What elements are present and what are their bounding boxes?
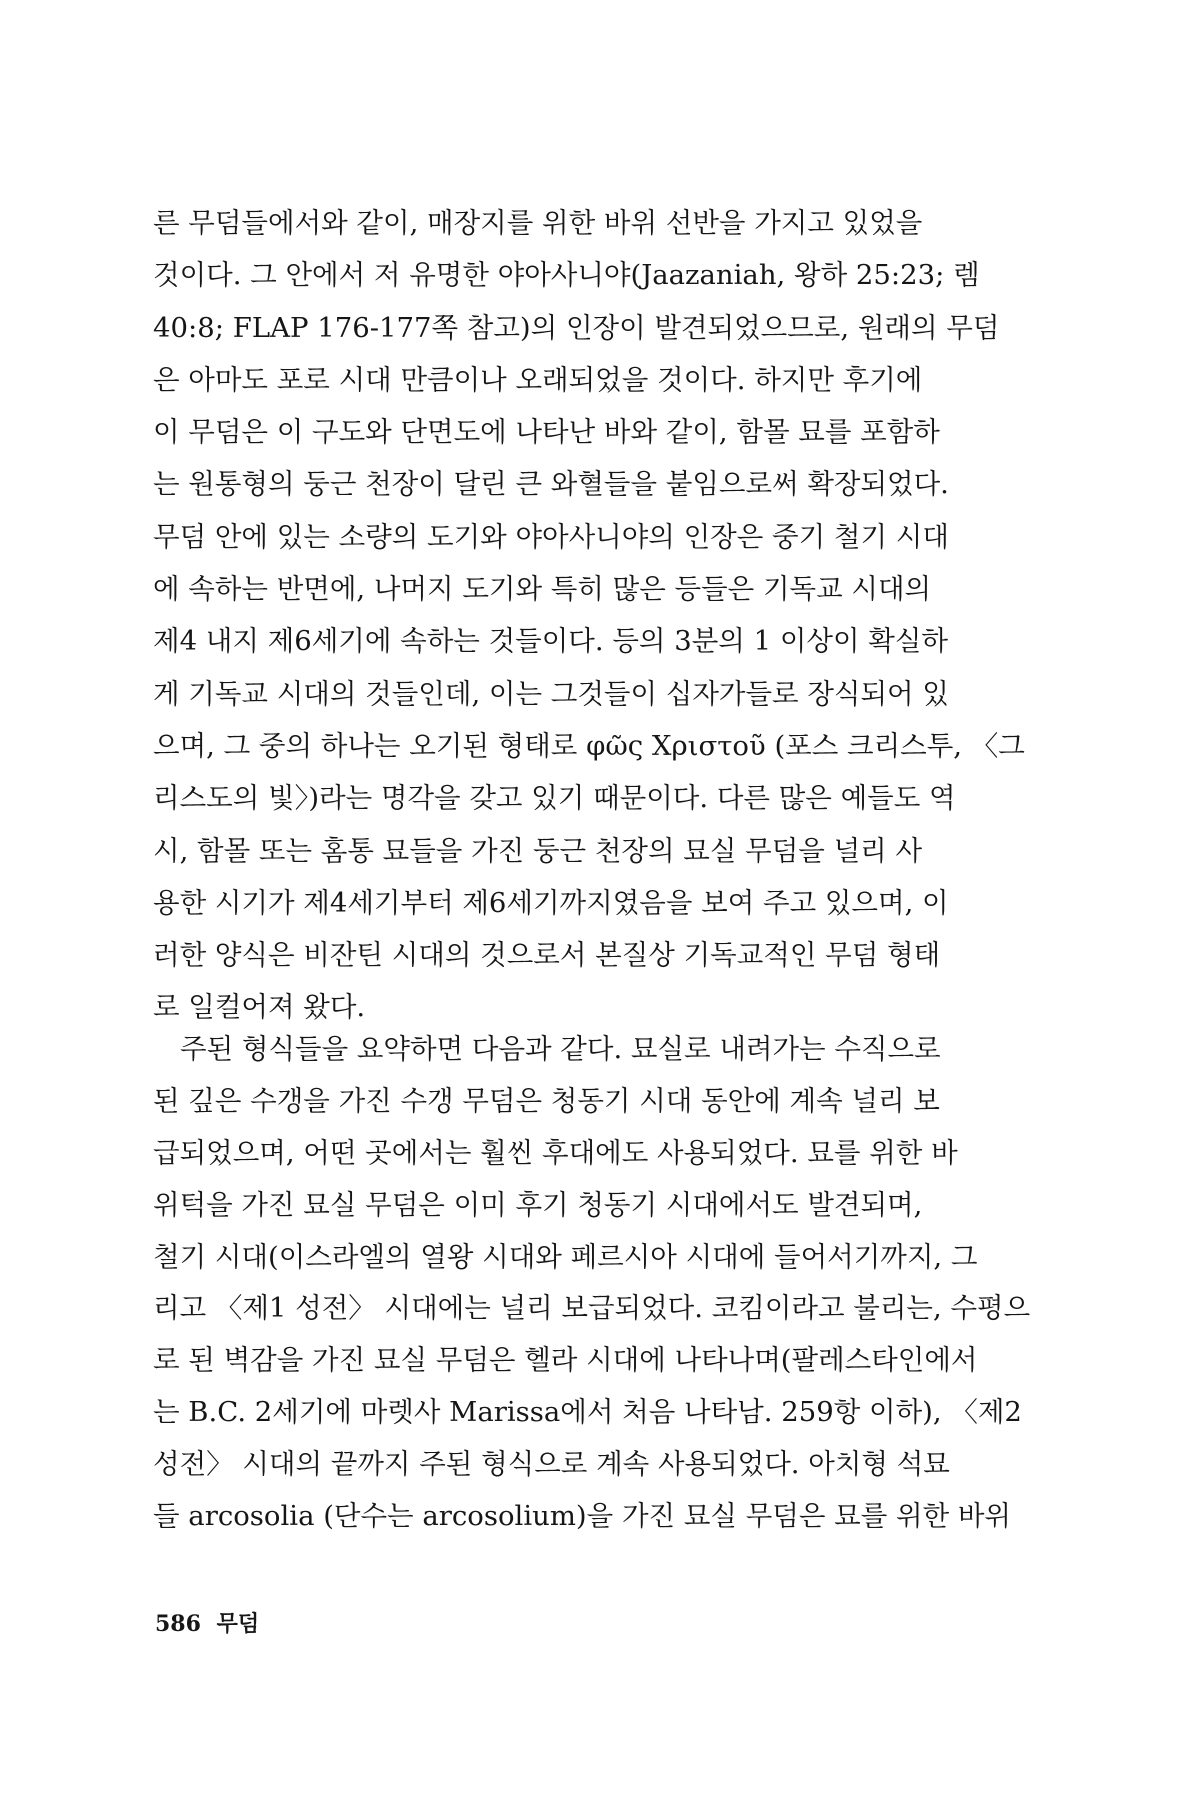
text-line: 른 무덤들에서와 같이, 매장지를 위한 바위 선반을 가지고 있었을 (153, 207, 923, 239)
running-title: 무덤 (216, 1611, 260, 1637)
paragraph-2 (153, 1024, 1037, 1543)
paragraph-1 (153, 197, 1037, 1034)
page-footer (155, 1603, 259, 1643)
text-line: 성전〉 시대의 끝까지 주된 형식으로 계속 사용되었다. 아치형 석묘 (153, 1448, 950, 1481)
text-line: 무덤 안에 있는 소량의 도기와 야아사니야의 인장은 중기 철기 시대 (153, 520, 949, 553)
text-line: 은 아마도 포로 시대 만큼이나 오래되었을 것이다. 하지만 후기에 (153, 363, 923, 396)
text-line: 40:8; FLAP 176-177쪽 참고)의 인장이 발견되었으므로, 원래의 무덤 (153, 311, 1000, 344)
text-line: 는 B.C. 2세기에 마렛사 Marissa에서 처음 나타남. 259항 이하), 〈제2 (153, 1396, 1022, 1429)
text-line: 에 속하는 반면에, 나머지 도기와 특히 많은 등들은 기독교 시대의 (153, 573, 932, 606)
text-line: 리고 〈제1 성전〉 시대에는 널리 보급되었다. 코킴이라고 불리는, 수평으 (153, 1292, 1031, 1325)
text-line: 시, 함몰 또는 홈통 묘들을 가진 둥근 천장의 묘실 무덤을 널리 사 (153, 834, 923, 867)
text-line: 리스도의 빛〉)라는 명각을 갖고 있기 때문이다. 다른 많은 예들도 역 (153, 782, 956, 815)
text-line: 러한 양식은 비잔틴 시대의 것으로서 본질상 기독교적인 무덤 형태 (153, 939, 941, 972)
text-line: 게 기독교 시대의 것들인데, 이는 그것들이 십자가들로 장식되어 있 (153, 677, 949, 710)
text-line: 는 원통형의 둥근 천장이 달린 큰 와혈들을 붙임으로써 확장되었다. (153, 468, 949, 501)
text-line: 철기 시대(이스라엘의 열왕 시대와 페르시아 시대에 들어서기까지, 그 (153, 1240, 978, 1273)
text-line: 제4 내지 제6세기에 속하는 것들이다. 등의 3분의 1 이상이 확실하 (153, 625, 948, 658)
page-number: 586 (155, 1611, 201, 1637)
text-line: 으며, 그 중의 하나는 오기된 형태로 φῶς Χριστοῦ (포스 크리스투, 〈그 (153, 729, 1025, 762)
text-line: 것이다. 그 안에서 저 유명한 야아사니야(Jaazaniah, 왕하 25:23; 렘 (153, 259, 980, 292)
text-line: 들 arcosolia (단수는 arcosolium)을 가진 묘실 무덤은 묘를 위한 바위 (153, 1500, 1011, 1533)
text-line: 이 무덤은 이 구도와 단면도에 나타난 바와 같이, 함몰 묘를 포함하 (153, 416, 940, 449)
text-line: 주된 형식들을 요약하면 다음과 같다. 묘실로 내려가는 수직으로 (180, 1033, 941, 1065)
text-line: 용한 시기가 제4세기부터 제6세기까지였음을 보여 주고 있으며, 이 (153, 886, 949, 919)
text-line: 급되었으며, 어떤 곳에서는 훨씬 후대에도 사용되었다. 묘를 위한 바 (153, 1136, 958, 1169)
text-line: 로 일컬어져 왔다. (153, 991, 366, 1024)
text-line: 위턱을 가진 묘실 무덤은 이미 후기 청동기 시대에서도 발견되며, (153, 1188, 923, 1221)
text-line: 된 깊은 수갱을 가진 수갱 무덤은 청동기 시대 동안에 계속 널리 보 (153, 1084, 940, 1117)
text-line: 로 된 벽감을 가진 묘실 무덤은 헬라 시대에 나타나며(팔레스타인에서 (153, 1344, 978, 1377)
